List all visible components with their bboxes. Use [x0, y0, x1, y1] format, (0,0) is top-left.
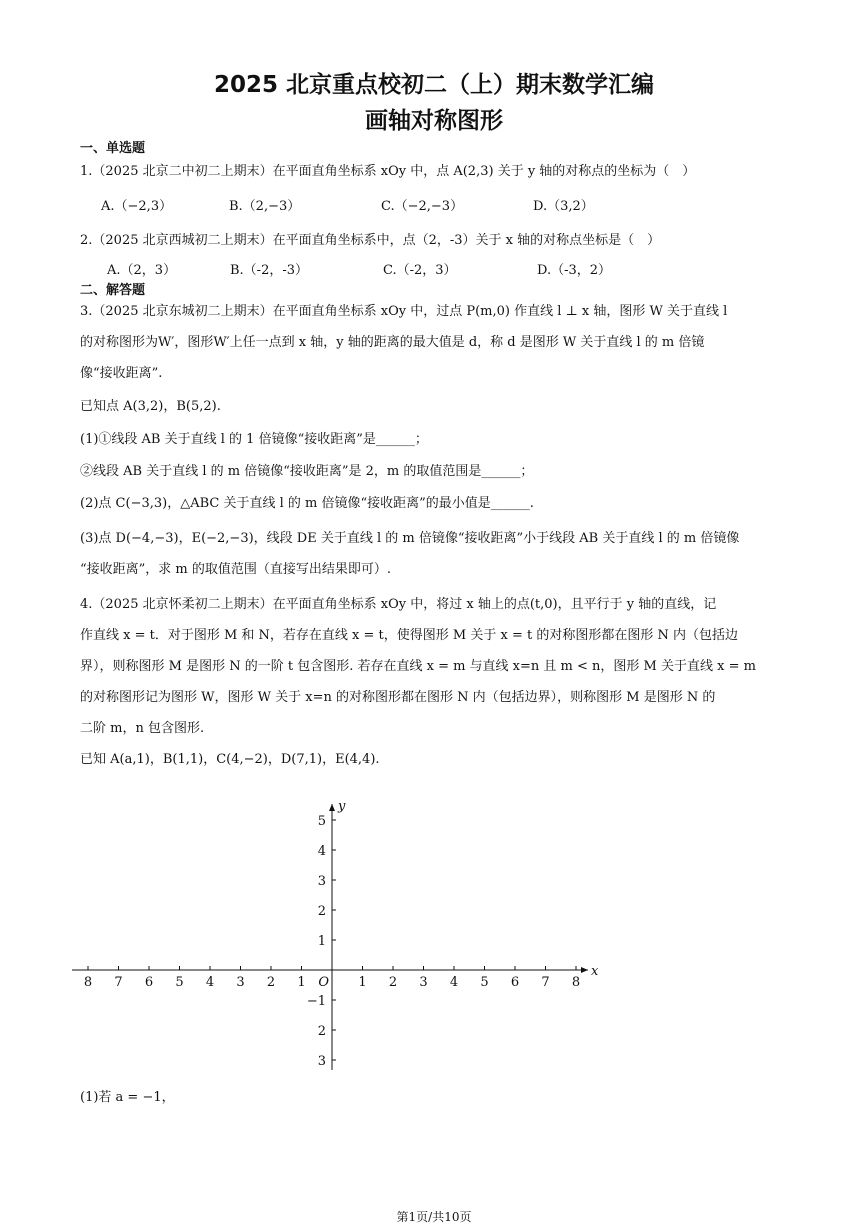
question-3-line: “接收距离”，求 m 的取值范围（直接写出结果即可）. [80, 562, 392, 577]
y-tick-label: 5 [317, 814, 326, 829]
page-title: 2025 北京重点校初二（上）期末数学汇编 [213, 72, 655, 98]
question-3-line: 的对称图形为W′，图形W′上任一点到 x 轴，y 轴的距离的最大值是 d，称 d 是图形 W 关于直线 l 的 m 倍镜 [80, 335, 705, 350]
y-tick-label: 2 [317, 904, 326, 919]
question-4-line: 二阶 m，n 包含图形. [80, 721, 205, 736]
page-subtitle: 画轴对称图形 [365, 108, 503, 134]
x-tick-label: 4 [449, 975, 459, 990]
x-tick-label: 2 [266, 975, 276, 990]
question-3-line: 已知点 A(3,2)，B(5,2). [80, 399, 221, 414]
y-tick-label: −1 [306, 994, 326, 1009]
question-4-line: 已知 A(a,1)，B(1,1)，C(4,−2)，D(7,1)，E(4,4). [80, 752, 380, 767]
question-4-line: 作直线 x = t．对于图形 M 和 N，若存在直线 x = t，使得图形 M 关于 x = t 的对称图形都在图形 N 内（包括边 [80, 628, 738, 643]
x-tick-label: 7 [114, 975, 123, 990]
x-tick-label: 3 [236, 975, 245, 990]
question-1-option-c: C.（−2,−3） [381, 199, 464, 214]
question-4-line: 4.（2025 北京怀柔初二上期末）在平面直角坐标系 xOy 中，将过 x 轴上的点(t,0)，且平行于 y 轴的直线，记 [80, 597, 717, 612]
x-tick-label: 6 [144, 975, 154, 990]
question-4-line: 的对称图形记为图形 W，图形 W 关于 x=n 的对称图形都在图形 N 内（包括边界），则称图形 M 是图形 N 的 [80, 690, 716, 705]
question-2-option-b: B.（-2，-3） [230, 263, 309, 278]
question-1-option-a: A.（−2,3） [101, 199, 173, 214]
y-tick-label: 4 [317, 844, 326, 859]
x-tick-label: 3 [419, 975, 428, 990]
question-2-text: 2.（2025 北京西城初二上期末）在平面直角坐标系中，点（2，-3）关于 x 轴的对称点坐标是（ ） [80, 233, 661, 248]
question-3-line: (2)点 C(−3,3)，△ABC 关于直线 l 的 m 倍镜像“接收距离”的最小值是______. [80, 496, 534, 511]
question-4-part-1: (1)若 a = −1， [80, 1090, 175, 1105]
x-tick-label: 5 [480, 975, 489, 990]
y-axis-arrow [329, 804, 335, 811]
x-axis-arrow [581, 967, 588, 973]
y-tick-label: 1 [317, 934, 326, 949]
question-2-option-d: D.（-3，2） [537, 263, 612, 278]
question-3-line: (1)①线段 AB 关于直线 l 的 1 倍镜像“接收距离”是______； [80, 432, 428, 447]
question-3-line: ②线段 AB 关于直线 l 的 m 倍镜像“接收距离”是 2，m 的取值范围是______； [80, 464, 534, 479]
x-tick-label: 1 [297, 975, 306, 990]
question-4-line: 界），则称图形 M 是图形 N 的一阶 t 包含图形. 若存在直线 x = m 与直线 x=n 且 m < n，图形 M 关于直线 x = m [80, 659, 756, 674]
y-tick-label: 3 [317, 874, 326, 889]
x-tick-label: 1 [358, 975, 367, 990]
question-3-line: 像“接收距离”. [80, 366, 163, 381]
y-axis-label: y [338, 799, 346, 814]
question-1-option-d: D.（3,2） [533, 199, 594, 214]
x-tick-label: 5 [175, 975, 184, 990]
section-heading-single-choice: 一、单选题 [80, 141, 146, 156]
question-2-option-a: A.（2，3） [107, 263, 177, 278]
origin-label: O [318, 975, 329, 990]
question-2-option-c: C.（-2，3） [383, 263, 457, 278]
coordinate-plane [60, 770, 620, 1080]
x-tick-label: 2 [388, 975, 398, 990]
x-axis-label: x [591, 964, 599, 979]
x-tick-label: 6 [510, 975, 520, 990]
page-footer: 第1页/共10页 [396, 1210, 472, 1224]
question-1-text: 1.（2025 北京二中初二上期末）在平面直角坐标系 xOy 中，点 A(2,3) 关于 y 轴的对称点的坐标为（ ） [80, 164, 696, 179]
x-tick-label: 8 [83, 975, 93, 990]
y-tick-label: 2 [317, 1024, 326, 1039]
x-tick-label: 4 [205, 975, 215, 990]
x-tick-label: 8 [571, 975, 581, 990]
question-3-line: (3)点 D(−4,−3)，E(−2,−3)，线段 DE 关于直线 l 的 m 倍镜像“接收距离”小于线段 AB 关于直线 l 的 m 倍镜像 [80, 531, 740, 546]
x-tick-label: 7 [541, 975, 550, 990]
section-heading-answer: 二、解答题 [80, 283, 146, 298]
question-3-line: 3.（2025 北京东城初二上期末）在平面直角坐标系 xOy 中，过点 P(m,0) 作直线 l ⊥ x 轴，图形 W 关于直线 l [80, 304, 728, 319]
question-1-option-b: B.（2,−3） [229, 199, 301, 214]
y-tick-label: 3 [317, 1054, 326, 1069]
